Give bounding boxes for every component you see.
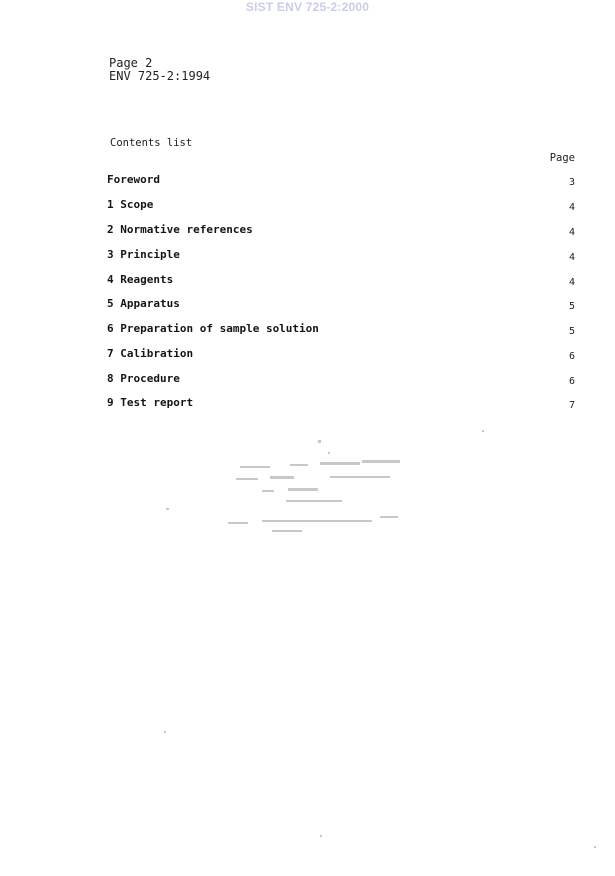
toc-entry-page: 4 — [568, 277, 575, 288]
toc-entry-page: 5 — [568, 301, 575, 312]
toc-entry-label: 6 Preparation of sample solution — [107, 322, 319, 335]
toc-entry-foreword — [107, 173, 575, 189]
toc-entry-label: 8 Procedure — [107, 372, 180, 385]
toc-entry-principle — [107, 248, 575, 264]
toc-entry-page: 5 — [568, 326, 575, 337]
contents-title: Contents list — [110, 137, 193, 149]
toc-entry-scope — [107, 198, 575, 214]
page-column-label: Page — [549, 152, 575, 164]
toc-entry-page: 6 — [568, 351, 575, 362]
toc-entry-label: 1 Scope — [107, 198, 154, 211]
toc-entry-label: 9 Test report — [107, 396, 194, 409]
toc-entry-page: 7 — [568, 400, 575, 411]
toc-entry-test-report — [107, 396, 575, 412]
toc-entry-page: 4 — [568, 252, 575, 263]
toc-entry-label: 5 Apparatus — [107, 297, 180, 310]
toc-entry-label: 2 Normative references — [107, 223, 253, 236]
standard-identifier: ENV 725-2:1994 — [109, 69, 211, 83]
watermark: SIST ENV 725-2:2000 — [245, 0, 370, 14]
toc-entry-label: 7 Calibration — [107, 347, 194, 360]
toc-entry-page: 4 — [568, 227, 575, 238]
toc-entry-preparation-of-sample-solution — [107, 322, 575, 338]
page-number-label: Page 2 — [109, 56, 153, 70]
toc-entry-label: Foreword — [107, 173, 160, 186]
toc-entry-page: 3 — [568, 177, 575, 188]
toc-entry-procedure — [107, 372, 575, 388]
toc-entry-page: 6 — [568, 376, 575, 387]
toc-entry-page: 4 — [568, 202, 575, 213]
toc-entry-label: 3 Principle — [107, 248, 180, 261]
toc-entry-normative-references — [107, 223, 575, 239]
toc-entry-apparatus — [107, 297, 575, 313]
toc-entry-calibration — [107, 347, 575, 363]
toc-entry-label: 4 Reagents — [107, 273, 174, 286]
toc-entry-reagents — [107, 273, 575, 289]
